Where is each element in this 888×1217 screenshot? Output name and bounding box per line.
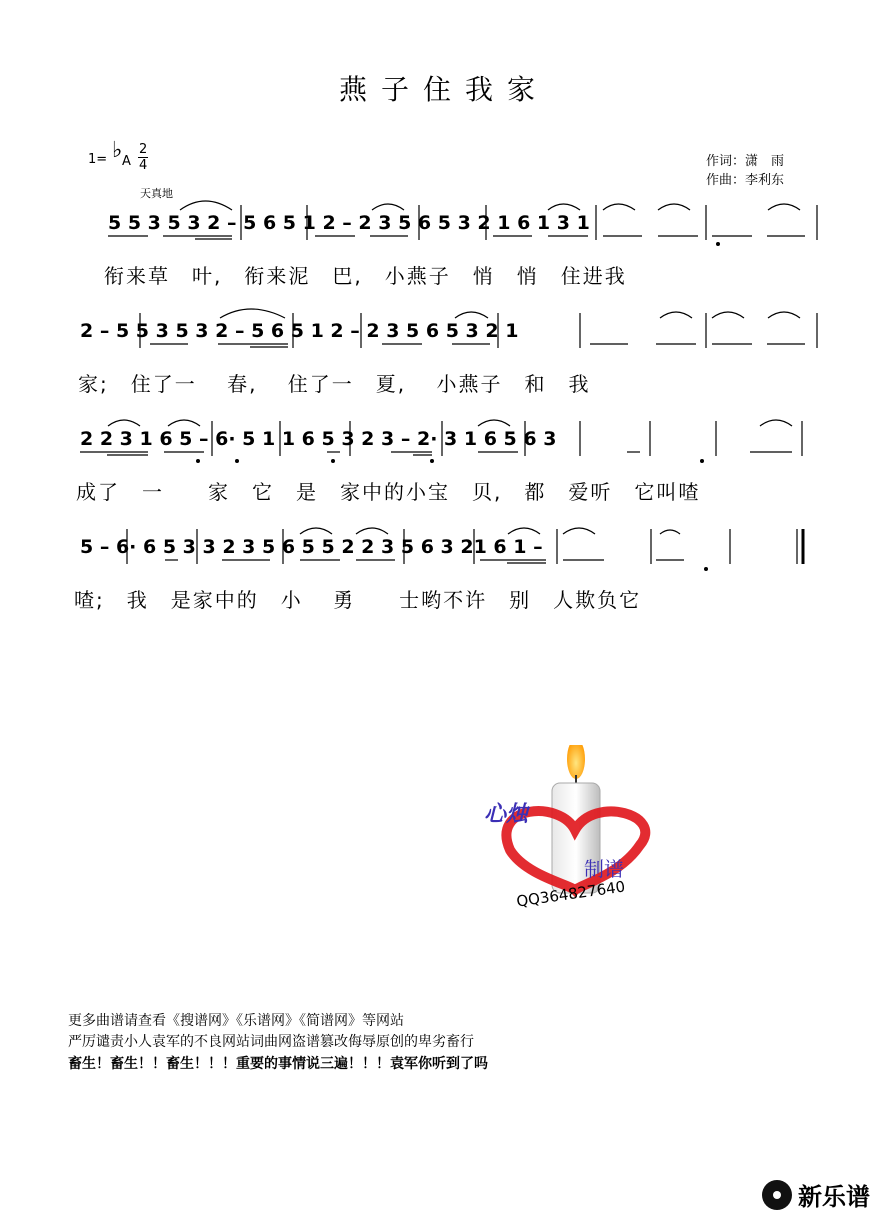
notes-row-2: 2 – 5 5 3 5 3 2 – 5 6 5 1 2 – 2 3 5 6 5 3 2 1 (80, 320, 519, 342)
watermark-made: 制谱 (584, 857, 624, 881)
lyrics-row-4: 喳; 我 是家中的 小 勇 士哟不许 别 人欺负它 (74, 588, 642, 612)
key-note: A (122, 154, 131, 169)
notes-row-4: 5 – 6· 6 5 3 3 2 3 5 6 5 5 2 2 3 5 6 3 21 6 1 – (80, 536, 543, 558)
watermark-qq: QQ364827640 (515, 877, 627, 911)
record-icon (762, 1180, 792, 1210)
time-bottom: 4 (139, 158, 148, 173)
brand-logo (762, 1177, 870, 1212)
flat-symbol: ♭ (112, 138, 123, 163)
notes-row-1: 5 5 3 5 3 2 – 5 6 5 1 2 – 2 3 5 6 5 3 2 1 6 1 3 1 (108, 212, 590, 234)
time-top: 2 (139, 142, 148, 157)
mood-marking: 天真地 (140, 187, 173, 200)
footer-line-1: 更多曲谱请查看《搜谱网》《乐谱网》《简谱网》等网站 (68, 1013, 404, 1029)
lyrics-row-3: 成了 一 家 它 是 家中的小宝 贝, 都 爱听 它叫喳 (76, 480, 701, 504)
lyrics-row-1: 衔来草 叶, 衔来泥 巴, 小燕子 悄 悄 住进我 (104, 264, 627, 288)
score-title: 燕子住我家 (338, 73, 549, 106)
footer-line-2: 严厉谴责小人袁军的不良网站词曲网盗谱篡改侮辱原创的卑劣畜行 (68, 1034, 474, 1050)
brand-name: 新乐谱 (798, 1183, 870, 1211)
footer-line-3: 畜生！畜生！！畜生！！！重要的事情说三遍！！！袁军你听到了吗 (68, 1056, 488, 1072)
watermark-maker: 心烛 (484, 802, 529, 827)
maker-watermark (480, 745, 670, 911)
notes-row-3: 2 2 3 1 6 5 – 6· 5 1 1 6 5 3 2 3 – 2· 3 1 6 5 6 3 (80, 428, 557, 450)
lyricist: 作词：潇 雨 (706, 154, 785, 169)
key-prefix: 1= (88, 152, 108, 167)
lyrics-row-2: 家; 住了一 春, 住了一 夏, 小燕子 和 我 (78, 372, 591, 396)
composer: 作曲：李利东 (706, 173, 785, 188)
